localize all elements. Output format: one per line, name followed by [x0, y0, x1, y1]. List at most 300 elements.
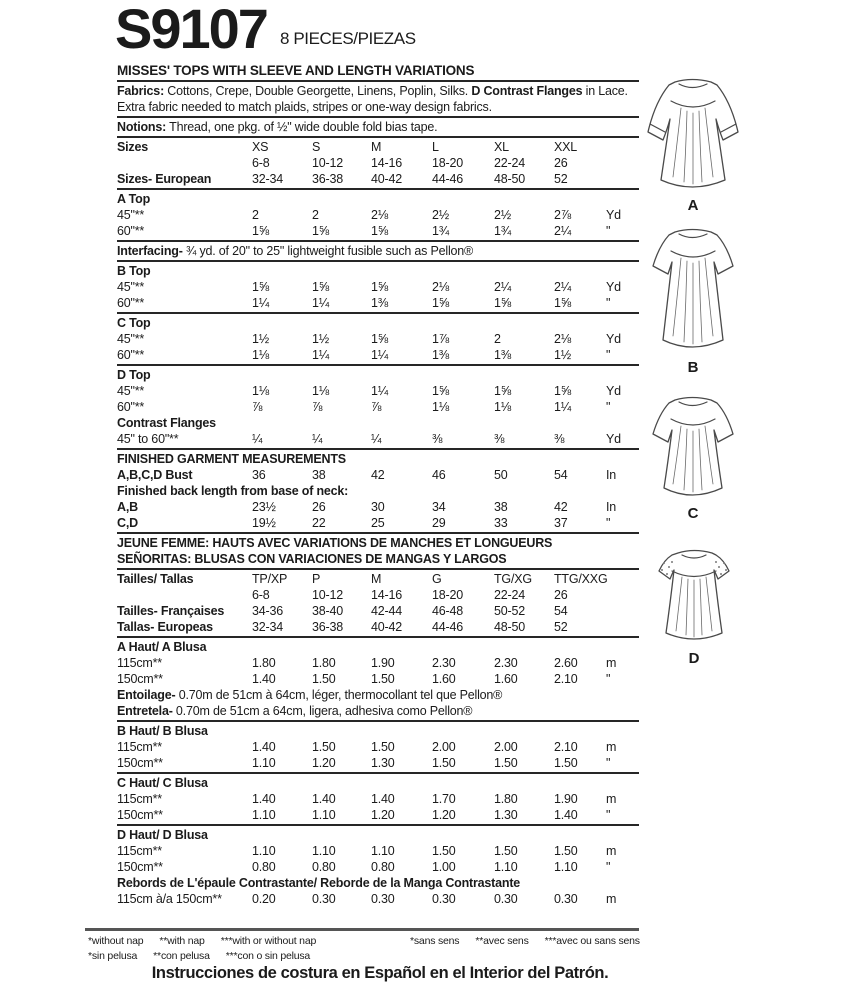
view-label-d: D	[688, 650, 700, 667]
row-label: 115cm**	[117, 792, 162, 806]
value-cell: 1.80	[312, 656, 336, 670]
value-cell: 1.80	[494, 792, 518, 806]
footnote-line-2	[88, 949, 648, 964]
value-cell: 1.50	[312, 672, 336, 686]
value-cell: ¼	[371, 432, 382, 446]
table-row	[117, 399, 639, 415]
value-cell: 1⅜	[494, 348, 511, 362]
value-cell: 0.80	[312, 860, 336, 874]
text-segment: 0.70m de 51cm à 64cm, léger, thermocollant tel que Pellon®	[175, 688, 503, 702]
value-cell: 38	[312, 468, 326, 482]
value-cell: 1⅛	[252, 384, 269, 398]
divider-rule	[117, 720, 639, 722]
footnote: **avec sens	[475, 935, 529, 947]
value-cell: 18-20	[432, 588, 463, 602]
footnote-line-1	[88, 934, 648, 949]
value-cell: 14-16	[371, 156, 402, 170]
value-cell: ⅞	[312, 400, 323, 414]
value-cell: 42	[371, 468, 385, 482]
unit-cell: Yd	[606, 432, 621, 446]
value-cell: 32-34	[252, 620, 283, 634]
value-cell: ⅞	[252, 400, 263, 414]
footnote: **with nap	[159, 935, 205, 947]
row-label: 115cm**	[117, 656, 162, 670]
table-row	[117, 619, 639, 635]
footnote-group-french	[410, 934, 656, 949]
value-cell: 1⅝	[252, 224, 269, 238]
value-cell: 1.20	[312, 756, 336, 770]
value-cell: 1½	[252, 332, 269, 346]
value-cell: 1.50	[371, 672, 395, 686]
unit-cell: "	[606, 400, 611, 414]
value-cell: 1½	[554, 348, 571, 362]
unit-cell: "	[606, 756, 611, 770]
value-cell: 1.10	[252, 756, 276, 770]
text-row	[117, 63, 639, 79]
unit-cell	[606, 171, 639, 187]
value-cell: 2.10	[554, 740, 578, 754]
text-row	[117, 703, 639, 719]
value-cell: 1⅝	[494, 296, 511, 310]
unit-cell: In	[606, 500, 617, 514]
value-cell: 2½	[432, 208, 449, 222]
value-cell: 1⅞	[432, 332, 449, 346]
top-b-illustration-icon	[637, 224, 749, 358]
unit-cell	[606, 603, 639, 619]
value-cell: 1.30	[371, 756, 395, 770]
value-cell: XL	[494, 140, 509, 154]
value-cell: 40-42	[371, 620, 402, 634]
text-segment: Thread, one pkg. of ½" wide double fold bias tape.	[166, 120, 438, 134]
text-row	[117, 827, 639, 843]
value-cell: 50-52	[494, 604, 525, 618]
value-cell: XXL	[554, 140, 578, 154]
value-cell: 1.40	[252, 672, 276, 686]
unit-cell	[606, 155, 639, 171]
value-cell: XS	[252, 140, 269, 154]
text-segment: Contrast Flanges	[117, 416, 216, 430]
value-cell: ⅜	[494, 432, 505, 446]
unit-cell: Yd	[606, 208, 621, 222]
value-cell: 29	[432, 516, 446, 530]
pieces-count-label: 8 PIECES/PIEZAS	[279, 29, 416, 48]
value-cell: P	[312, 572, 321, 586]
value-cell: 1⅝	[252, 280, 269, 294]
value-cell: 1.10	[312, 808, 336, 822]
divider-rule	[117, 136, 639, 138]
pattern-number: S9107	[115, 0, 267, 60]
value-cell: 1⅝	[554, 296, 571, 310]
row-label: 150cm**	[117, 808, 163, 822]
row-label	[117, 155, 252, 171]
text-row	[117, 191, 639, 207]
text-segment: in Lace. Extra fabric needed to match plaids, stripes or one-way design fabrics.	[117, 84, 628, 114]
top-d-illustration-icon	[642, 543, 746, 649]
value-cell: 48-50	[494, 172, 525, 186]
value-cell: 1.10	[554, 860, 578, 874]
divider-rule	[117, 240, 639, 242]
value-cell: 1¼	[554, 400, 571, 414]
value-cell: 33	[494, 516, 508, 530]
value-cell: 0.20	[252, 892, 276, 906]
value-cell: 2.00	[432, 740, 456, 754]
value-cell: 1.00	[432, 860, 456, 874]
value-cell: 1.10	[371, 844, 395, 858]
table-row	[117, 207, 639, 223]
value-cell: 1.50	[554, 756, 578, 770]
value-cell: 1¼	[252, 296, 269, 310]
table-row	[117, 671, 639, 687]
value-cell: 1¾	[432, 224, 449, 238]
value-cell: 1.40	[252, 740, 276, 754]
table-row	[117, 347, 639, 363]
unit-cell: m	[606, 740, 617, 754]
text-row	[117, 687, 639, 703]
table-row	[117, 155, 639, 171]
top-c-illustration-icon	[637, 392, 749, 504]
value-cell: 1.10	[252, 808, 276, 822]
garment-figure-b	[636, 224, 750, 376]
value-cell: 1⅝	[312, 224, 329, 238]
value-cell: 0.30	[312, 892, 336, 906]
row-label: 60"**	[117, 348, 145, 362]
row-label: 45"**	[117, 280, 145, 294]
value-cell: 1¼	[371, 384, 388, 398]
value-cell: M	[371, 140, 382, 154]
footnote-group-spanish	[88, 949, 326, 964]
text-row	[117, 119, 639, 135]
row-label: A,B	[117, 500, 138, 514]
value-cell: 1.50	[312, 740, 336, 754]
unit-cell	[606, 619, 639, 635]
value-cell: 1.50	[554, 844, 578, 858]
value-cell: 36	[252, 468, 266, 482]
divider-rule	[117, 364, 639, 366]
text-segment: JEUNE FEMME: HAUTS AVEC VARIATIONS DE MANCHES ET LONGUEURS	[117, 536, 553, 550]
view-label-c: C	[687, 505, 699, 522]
divider-rule	[117, 532, 639, 534]
unit-cell: m	[606, 892, 617, 906]
unit-cell: "	[606, 808, 611, 822]
text-row	[117, 551, 639, 567]
garment-figure-a	[636, 74, 750, 214]
text-row	[117, 263, 639, 279]
table-row	[117, 515, 639, 531]
value-cell: 1⅝	[494, 384, 511, 398]
value-cell: ¼	[312, 432, 323, 446]
value-cell: 54	[554, 604, 568, 618]
row-label: A,B,C,D Bust	[117, 468, 193, 482]
value-cell: 2.10	[554, 672, 578, 686]
table-row	[117, 859, 639, 875]
unit-cell: "	[606, 348, 611, 362]
unit-cell: "	[606, 672, 611, 686]
value-cell: M	[371, 572, 382, 586]
value-cell: 1¼	[312, 348, 329, 362]
value-cell: 44-46	[432, 172, 463, 186]
row-label: 45"**	[117, 384, 145, 398]
value-cell: 44-46	[432, 620, 463, 634]
value-cell: 50	[494, 468, 508, 482]
table-row	[117, 891, 639, 907]
unit-cell: "	[606, 296, 611, 310]
value-cell: 2¼	[554, 280, 571, 294]
text-segment: Entoilage-	[117, 688, 176, 702]
row-label: Tailles/ Tallas	[117, 572, 194, 586]
row-label: 45" to 60"**	[117, 432, 179, 446]
value-cell: 1⅝	[371, 280, 388, 294]
footnotes	[88, 934, 648, 964]
divider-rule	[117, 260, 639, 262]
footnote-group-english	[88, 934, 332, 949]
value-cell: 2	[494, 332, 501, 346]
value-cell: 1¾	[494, 224, 511, 238]
value-cell: G	[432, 572, 442, 586]
value-cell: 46	[432, 468, 446, 482]
text-row	[117, 83, 639, 115]
text-segment: Cottons, Crepe, Double Georgette, Linens, Poplin, Silks.	[164, 84, 472, 98]
value-cell: 46-48	[432, 604, 463, 618]
value-cell: ⅜	[554, 432, 565, 446]
text-segment: D Contrast Flanges	[471, 84, 583, 98]
divider-rule	[117, 772, 639, 774]
text-row	[117, 723, 639, 739]
value-cell: 1.80	[252, 656, 276, 670]
divider-rule	[117, 824, 639, 826]
value-cell: 25	[371, 516, 385, 530]
value-cell: 52	[554, 620, 568, 634]
table-row	[117, 279, 639, 295]
value-cell: 0.30	[371, 892, 395, 906]
value-cell: 1⅝	[371, 332, 388, 346]
unit-cell	[606, 139, 639, 155]
footnote: *sin pelusa	[88, 950, 138, 962]
text-segment: D Haut/ D Blusa	[117, 828, 208, 842]
value-cell: 37	[554, 516, 568, 530]
footnote: *sans sens	[410, 935, 460, 947]
divider-rule	[117, 116, 639, 118]
value-cell: 2⅛	[432, 280, 449, 294]
header	[115, 0, 416, 58]
value-cell: 36-38	[312, 172, 343, 186]
row-label: 150cm**	[117, 860, 163, 874]
table-row	[117, 383, 639, 399]
text-segment: 0.70m de 51cm a 64cm, ligera, adhesiva como Pellon®	[172, 704, 473, 718]
unit-cell: "	[606, 224, 611, 238]
unit-cell: Yd	[606, 332, 621, 346]
table-row	[117, 223, 639, 239]
text-segment: Notions:	[117, 120, 167, 134]
unit-cell: m	[606, 844, 617, 858]
unit-cell: m	[606, 656, 617, 670]
text-row	[117, 875, 639, 891]
text-segment: A Haut/ A Blusa	[117, 640, 207, 654]
value-cell: 22-24	[494, 588, 525, 602]
value-cell: 1⅝	[432, 384, 449, 398]
value-cell: 1⅝	[432, 296, 449, 310]
value-cell: 1.30	[494, 808, 518, 822]
divider-rule	[117, 80, 639, 82]
value-cell: 1⅜	[371, 296, 388, 310]
value-cell: 22-24	[494, 156, 525, 170]
row-label: 45"**	[117, 208, 145, 222]
divider-rule	[117, 568, 639, 570]
footnote-divider	[85, 928, 639, 931]
row-label: Tallas- Europeas	[117, 620, 213, 634]
view-label-a: A	[687, 197, 699, 214]
footnote: *without nap	[88, 935, 144, 947]
value-cell: 1.60	[494, 672, 518, 686]
value-cell: 54	[554, 468, 568, 482]
value-cell: 1.10	[252, 844, 276, 858]
garment-figure-c	[636, 392, 750, 522]
text-row	[117, 535, 639, 551]
text-row	[117, 451, 639, 467]
footnote: ***with or without nap	[220, 935, 317, 947]
text-segment: FINISHED GARMENT MEASUREMENTS	[117, 452, 346, 466]
unit-cell: "	[606, 860, 611, 874]
table-row	[117, 655, 639, 671]
text-segment: MISSES' TOPS WITH SLEEVE AND LENGTH VARIATIONS	[117, 63, 475, 78]
value-cell: 2⅛	[554, 332, 571, 346]
row-label	[117, 587, 252, 603]
value-cell: TG/XG	[494, 572, 532, 586]
row-label: 60"**	[117, 224, 145, 238]
text-segment: B Haut/ B Blusa	[117, 724, 208, 738]
view-label-b: B	[687, 359, 699, 376]
value-cell: 2	[312, 208, 319, 222]
table-row	[117, 843, 639, 859]
value-cell: ⅜	[432, 432, 443, 446]
table-row	[117, 331, 639, 347]
table-row	[117, 587, 639, 603]
value-cell: 2.30	[432, 656, 456, 670]
value-cell: 1½	[312, 332, 329, 346]
value-cell: 32-34	[252, 172, 283, 186]
value-cell: 2.00	[494, 740, 518, 754]
value-cell: 1.90	[554, 792, 578, 806]
table-row	[117, 139, 639, 155]
row-label: 60"**	[117, 400, 145, 414]
unit-cell: "	[606, 516, 611, 530]
value-cell: 1.50	[371, 740, 395, 754]
value-cell: 26	[554, 588, 568, 602]
table-row	[117, 499, 639, 515]
garment-figure-d	[641, 543, 747, 667]
unit-cell: Yd	[606, 280, 621, 294]
value-cell: 48-50	[494, 620, 525, 634]
table-row	[117, 791, 639, 807]
value-cell: 1.20	[432, 808, 456, 822]
footnote: ***avec ou sans sens	[544, 935, 640, 947]
value-cell: 1.20	[371, 808, 395, 822]
value-cell: 1⅜	[432, 348, 449, 362]
value-cell: 2⅞	[554, 208, 571, 222]
value-cell: 1.40	[554, 808, 578, 822]
row-label: 150cm**	[117, 672, 163, 686]
text-segment: SEÑORITAS: BLUSAS CON VARIACIONES DE MANGAS Y LARGOS	[117, 552, 507, 566]
value-cell: 1⅝	[554, 384, 571, 398]
text-row	[117, 483, 639, 499]
value-cell: 6-8	[252, 156, 270, 170]
row-label: Sizes- European	[117, 172, 212, 186]
value-cell: 2¼	[494, 280, 511, 294]
value-cell: 36-38	[312, 620, 343, 634]
text-segment: Rebords de L'épaule Contrastante/ Reborde de la Manga Contrastante	[117, 876, 521, 890]
value-cell: 1.40	[312, 792, 336, 806]
table-row	[117, 295, 639, 311]
value-cell: 1.90	[371, 656, 395, 670]
divider-rule	[117, 188, 639, 190]
value-cell: 34	[432, 500, 446, 514]
text-segment: A Top	[117, 192, 151, 206]
value-cell: S	[312, 140, 321, 154]
value-cell: 1.50	[432, 756, 456, 770]
value-cell: 1⅛	[312, 384, 329, 398]
value-cell: 1⅛	[432, 400, 449, 414]
text-row	[117, 415, 639, 431]
yardage-table	[117, 63, 639, 907]
text-segment: D Top	[117, 368, 151, 382]
table-row	[117, 431, 639, 447]
value-cell: 1¼	[312, 296, 329, 310]
value-cell: 1¼	[371, 348, 388, 362]
value-cell: 42-44	[371, 604, 402, 618]
value-cell: 1.50	[432, 844, 456, 858]
value-cell: 1.40	[371, 792, 395, 806]
value-cell: 2.60	[554, 656, 578, 670]
text-segment: Entretela-	[117, 704, 173, 718]
text-segment: Fabrics:	[117, 84, 165, 98]
text-segment: C Top	[117, 316, 151, 330]
divider-rule	[117, 636, 639, 638]
value-cell: 10-12	[312, 588, 343, 602]
value-cell: 2½	[494, 208, 511, 222]
row-label: 115cm à/a 150cm**	[117, 892, 222, 906]
value-cell: 1.10	[494, 860, 518, 874]
text-segment: ¾ yd. of 20" to 25" lightweight fusible such as Pellon®	[182, 244, 474, 258]
value-cell: 1.50	[494, 756, 518, 770]
value-cell: 40-42	[371, 172, 402, 186]
value-cell: 34-36	[252, 604, 283, 618]
value-cell: ¼	[252, 432, 263, 446]
value-cell: 0.80	[371, 860, 395, 874]
text-row	[117, 243, 639, 259]
text-row	[117, 315, 639, 331]
value-cell: 1⅝	[312, 280, 329, 294]
row-label: 60"**	[117, 296, 145, 310]
unit-cell	[606, 571, 639, 587]
unit-cell: m	[606, 792, 617, 806]
unit-cell: In	[606, 468, 617, 482]
value-cell: 0.80	[252, 860, 276, 874]
table-row	[117, 739, 639, 755]
value-cell: 2¼	[554, 224, 571, 238]
row-label: Sizes	[117, 140, 148, 154]
value-cell: L	[432, 140, 439, 154]
value-cell: 26	[554, 156, 568, 170]
value-cell: 2⅛	[371, 208, 388, 222]
value-cell: 1.70	[432, 792, 456, 806]
divider-rule	[117, 312, 639, 314]
row-label: 115cm**	[117, 844, 162, 858]
value-cell: 26	[312, 500, 326, 514]
value-cell: 2	[252, 208, 259, 222]
row-label: 150cm**	[117, 756, 163, 770]
footnote: **con pelusa	[153, 950, 210, 962]
value-cell: 38	[494, 500, 508, 514]
table-row	[117, 755, 639, 771]
